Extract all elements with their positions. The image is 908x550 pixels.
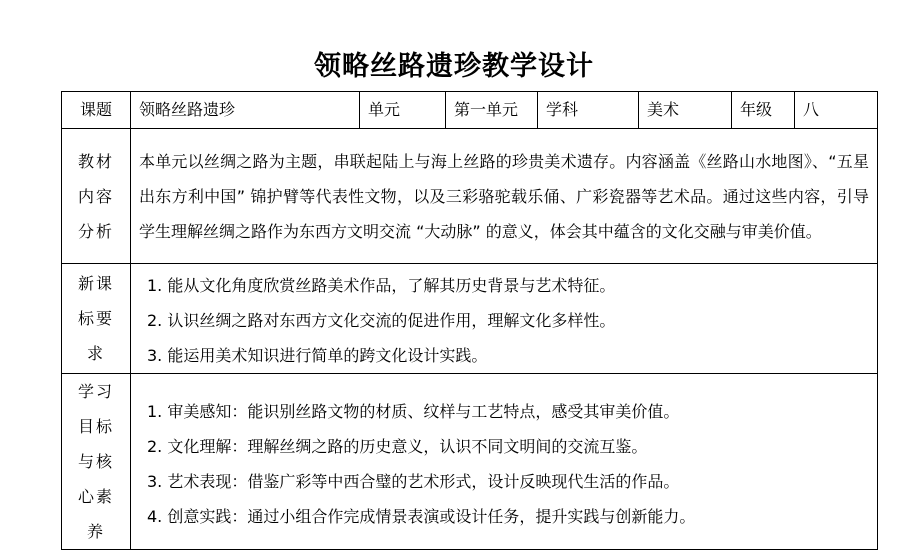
list-item: 4. 创意实践：通过小组合作完成情景表演或设计任务，提升实践与创新能力。 bbox=[147, 506, 696, 526]
analysis-text: 本单元以丝绸之路为主题，串联起陆上与海上丝路的珍贵美术遗存。内容涵盖《丝路山水地图》、“五星出东方利中国” 锦护臂等代表性文物，以及三彩骆驼载乐俑、广彩瓷器等艺术品。通过这些内容，引导学生理解丝绸之路作为东西方文明交流 “大动脉” 的意义，体会其中蕴含的文化交融与审美价值。 bbox=[139, 151, 869, 241]
lesson-plan-table bbox=[61, 91, 878, 550]
course-label: 课题 bbox=[62, 92, 131, 129]
list-item: 1. 能从文化角度欣赏丝路美术作品，了解其历史背景与艺术特征。 bbox=[147, 276, 616, 295]
subject-label: 学科 bbox=[538, 92, 639, 129]
grade-value: 八 bbox=[795, 92, 878, 129]
document-title: 领略丝路遗珍教学设计 bbox=[314, 51, 594, 82]
subject-value: 美术 bbox=[639, 92, 732, 129]
objectives-label: 学习 目标 与核 心素 养 bbox=[62, 374, 131, 550]
list-item: 3. 能运用美术知识进行简单的跨文化设计实践。 bbox=[147, 346, 488, 365]
list-item: 1. 审美感知：能识别丝路文物的材质、纹样与工艺特点，感受其审美价值。 bbox=[147, 401, 680, 421]
standards-label: 新课 标要 求 bbox=[62, 264, 131, 374]
course-value: 领略丝路遗珍 bbox=[131, 92, 360, 129]
standards-row bbox=[62, 264, 878, 374]
list-item: 3. 艺术表现：借鉴广彩等中西合璧的艺术形式，设计反映现代生活的作品。 bbox=[147, 471, 680, 491]
header-row bbox=[62, 92, 878, 129]
analysis-label: 教材 内容 分析 bbox=[62, 129, 131, 264]
objectives-row bbox=[62, 374, 878, 550]
unit-label: 单元 bbox=[360, 92, 446, 129]
unit-value: 第一单元 bbox=[446, 92, 538, 129]
objectives-content bbox=[131, 374, 878, 550]
list-item: 2. 认识丝绸之路对东西方文化交流的促进作用，理解文化多样性。 bbox=[147, 311, 616, 330]
list-item: 2. 文化理解：理解丝绸之路的历史意义，认识不同文明间的交流互鉴。 bbox=[147, 436, 648, 456]
standards-content bbox=[131, 264, 878, 374]
analysis-content bbox=[131, 129, 878, 264]
analysis-row bbox=[62, 129, 878, 264]
grade-label: 年级 bbox=[732, 92, 795, 129]
